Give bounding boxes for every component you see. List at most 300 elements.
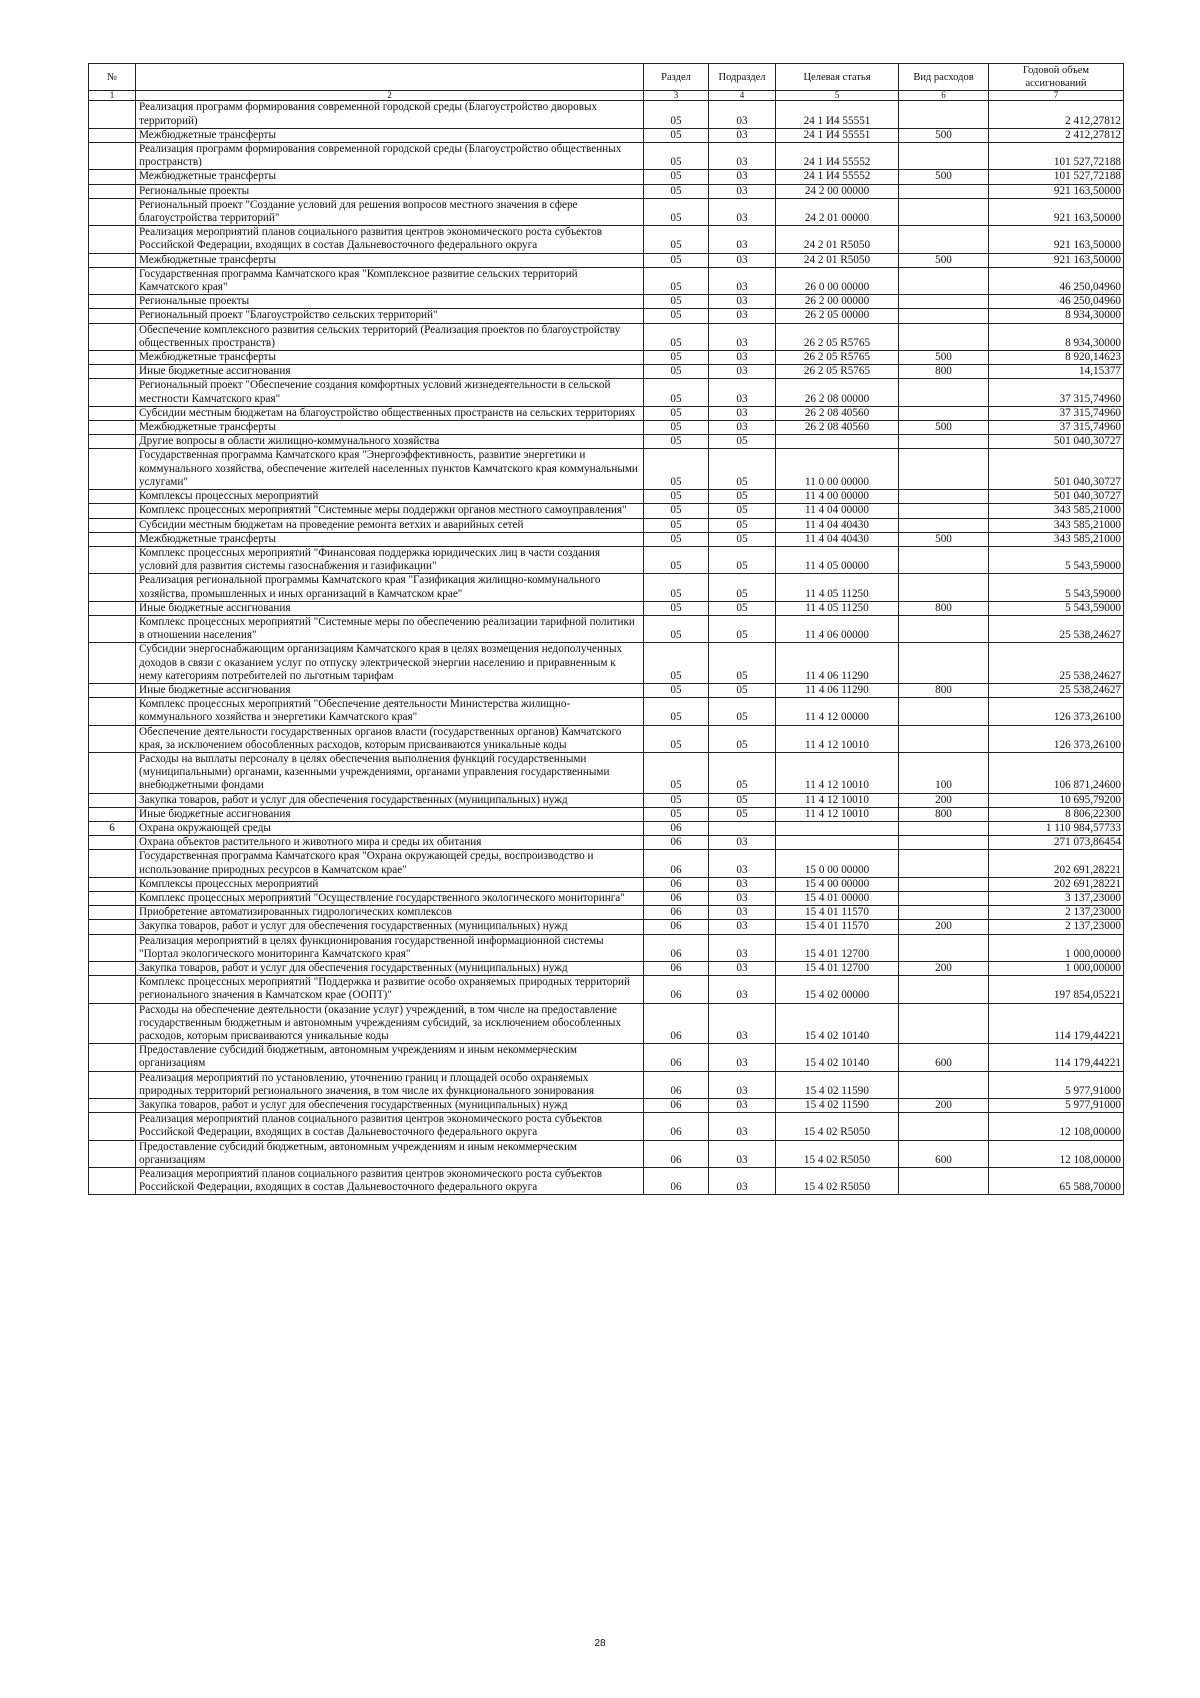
row-amount-cell: 921 163,50000 bbox=[989, 184, 1124, 198]
row-number-cell bbox=[89, 309, 136, 323]
row-amount-cell: 5 543,59000 bbox=[989, 546, 1124, 573]
row-expense-type-cell bbox=[899, 309, 989, 323]
row-razdel-cell: 06 bbox=[644, 1099, 709, 1113]
row-amount-cell: 921 163,50000 bbox=[989, 198, 1124, 225]
row-number-cell bbox=[89, 518, 136, 532]
row-name-cell: Реализация мероприятий планов социального развития центров экономического роста субъектов Российской Федерации, входящих в состав Дальневосточного федерального округа bbox=[136, 226, 644, 253]
table-row bbox=[89, 836, 1124, 850]
table-row bbox=[89, 698, 1124, 725]
row-name-cell: Реализация программ формирования современной городской среды (Благоустройство дворовых территорий) bbox=[136, 101, 644, 128]
row-podrazdel-cell: 05 bbox=[709, 574, 776, 601]
row-name-cell: Государственная программа Камчатского края "Охрана окружающей среды, воспроизводство и использование природных ресурсов в Камчатском крае" bbox=[136, 850, 644, 877]
row-number-cell bbox=[89, 1071, 136, 1098]
row-amount-cell: 126 373,26100 bbox=[989, 698, 1124, 725]
row-target-article-cell: 15 4 02 00000 bbox=[776, 976, 899, 1003]
table-row bbox=[89, 323, 1124, 350]
row-podrazdel-cell: 05 bbox=[709, 752, 776, 793]
table-row bbox=[89, 1168, 1124, 1195]
table-row bbox=[89, 435, 1124, 449]
row-number-cell bbox=[89, 962, 136, 976]
row-razdel-cell: 05 bbox=[644, 725, 709, 752]
row-number-cell bbox=[89, 421, 136, 435]
row-razdel-cell: 05 bbox=[644, 379, 709, 406]
table-row bbox=[89, 752, 1124, 793]
row-razdel-cell: 05 bbox=[644, 267, 709, 294]
table-row bbox=[89, 574, 1124, 601]
row-number-cell bbox=[89, 435, 136, 449]
row-number-cell bbox=[89, 532, 136, 546]
row-podrazdel-cell: 03 bbox=[709, 226, 776, 253]
row-expense-type-cell bbox=[899, 877, 989, 891]
table-row bbox=[89, 1113, 1124, 1140]
row-number-cell bbox=[89, 877, 136, 891]
row-podrazdel-cell: 03 bbox=[709, 934, 776, 961]
row-razdel-cell: 06 bbox=[644, 1140, 709, 1167]
row-podrazdel-cell: 03 bbox=[709, 1168, 776, 1195]
row-number-cell bbox=[89, 253, 136, 267]
row-amount-cell: 5 977,91000 bbox=[989, 1099, 1124, 1113]
row-podrazdel-cell: 05 bbox=[709, 546, 776, 573]
row-amount-cell: 343 585,21000 bbox=[989, 518, 1124, 532]
row-name-cell: Государственная программа Камчатского края "Энергоэффективность, развитие энергетики и коммунального хозяйства, обеспечение жителей населенных пунктов Камчатского края коммунальными услугами" bbox=[136, 449, 644, 490]
row-number-cell bbox=[89, 449, 136, 490]
row-amount-cell: 101 527,72188 bbox=[989, 143, 1124, 170]
row-amount-cell: 202 691,28221 bbox=[989, 850, 1124, 877]
row-podrazdel-cell: 03 bbox=[709, 406, 776, 420]
row-razdel-cell: 05 bbox=[644, 518, 709, 532]
row-razdel-cell: 06 bbox=[644, 920, 709, 934]
row-amount-cell: 114 179,44221 bbox=[989, 1003, 1124, 1044]
row-expense-type-cell bbox=[899, 226, 989, 253]
row-expense-type-cell: 200 bbox=[899, 920, 989, 934]
row-expense-type-cell: 200 bbox=[899, 793, 989, 807]
table-row bbox=[89, 504, 1124, 518]
row-razdel-cell: 05 bbox=[644, 698, 709, 725]
row-number-cell bbox=[89, 267, 136, 294]
row-target-article-cell: 15 4 02 R5050 bbox=[776, 1113, 899, 1140]
row-number-cell: 6 bbox=[89, 821, 136, 835]
column-number-1: 1 bbox=[89, 91, 136, 101]
row-name-cell: Закупка товаров, работ и услуг для обеспечения государственных (муниципальных) нужд bbox=[136, 1099, 644, 1113]
row-target-article-cell: 24 2 00 00000 bbox=[776, 184, 899, 198]
row-expense-type-cell: 500 bbox=[899, 170, 989, 184]
row-target-article-cell: 24 1 И4 55551 bbox=[776, 101, 899, 128]
column-number-6: 6 bbox=[899, 91, 989, 101]
row-expense-type-cell bbox=[899, 101, 989, 128]
row-expense-type-cell: 100 bbox=[899, 752, 989, 793]
table-row bbox=[89, 807, 1124, 821]
row-expense-type-cell bbox=[899, 643, 989, 684]
header-razdel: Раздел bbox=[644, 64, 709, 91]
row-amount-cell: 501 040,30727 bbox=[989, 490, 1124, 504]
row-expense-type-cell bbox=[899, 1071, 989, 1098]
row-expense-type-cell bbox=[899, 615, 989, 642]
row-number-cell bbox=[89, 365, 136, 379]
row-podrazdel-cell: 03 bbox=[709, 976, 776, 1003]
row-podrazdel-cell: 03 bbox=[709, 365, 776, 379]
row-amount-cell: 25 538,24627 bbox=[989, 615, 1124, 642]
row-name-cell: Региональные проекты bbox=[136, 295, 644, 309]
row-podrazdel-cell: 03 bbox=[709, 267, 776, 294]
row-razdel-cell: 05 bbox=[644, 365, 709, 379]
row-number-cell bbox=[89, 920, 136, 934]
row-podrazdel-cell: 05 bbox=[709, 683, 776, 697]
row-amount-cell: 343 585,21000 bbox=[989, 532, 1124, 546]
column-number-7: 7 bbox=[989, 91, 1124, 101]
row-razdel-cell: 05 bbox=[644, 101, 709, 128]
row-podrazdel-cell: 03 bbox=[709, 962, 776, 976]
row-razdel-cell: 05 bbox=[644, 643, 709, 684]
row-target-article-cell: 11 4 00 00000 bbox=[776, 490, 899, 504]
row-expense-type-cell: 800 bbox=[899, 365, 989, 379]
row-podrazdel-cell: 03 bbox=[709, 1044, 776, 1071]
row-podrazdel-cell: 05 bbox=[709, 725, 776, 752]
row-razdel-cell: 06 bbox=[644, 891, 709, 905]
row-podrazdel-cell: 03 bbox=[709, 836, 776, 850]
row-target-article-cell: 26 2 00 00000 bbox=[776, 295, 899, 309]
row-expense-type-cell bbox=[899, 850, 989, 877]
row-podrazdel-cell: 03 bbox=[709, 351, 776, 365]
header-name bbox=[136, 64, 644, 91]
row-expense-type-cell: 800 bbox=[899, 683, 989, 697]
row-number-cell bbox=[89, 351, 136, 365]
row-target-article-cell: 26 2 05 R5765 bbox=[776, 323, 899, 350]
row-number-cell bbox=[89, 976, 136, 1003]
row-razdel-cell: 05 bbox=[644, 128, 709, 142]
table-row bbox=[89, 490, 1124, 504]
row-target-article-cell: 11 4 05 11250 bbox=[776, 574, 899, 601]
row-target-article-cell: 11 4 12 10010 bbox=[776, 793, 899, 807]
row-number-cell bbox=[89, 601, 136, 615]
row-target-article-cell: 11 4 04 40430 bbox=[776, 532, 899, 546]
row-amount-cell: 1 000,00000 bbox=[989, 934, 1124, 961]
row-razdel-cell: 05 bbox=[644, 351, 709, 365]
row-podrazdel-cell: 03 bbox=[709, 877, 776, 891]
row-podrazdel-cell: 05 bbox=[709, 643, 776, 684]
row-target-article-cell: 26 2 08 40560 bbox=[776, 421, 899, 435]
row-amount-cell: 5 543,59000 bbox=[989, 601, 1124, 615]
row-amount-cell: 37 315,74960 bbox=[989, 421, 1124, 435]
row-amount-cell: 202 691,28221 bbox=[989, 877, 1124, 891]
row-razdel-cell: 05 bbox=[644, 421, 709, 435]
row-number-cell bbox=[89, 752, 136, 793]
row-name-cell: Региональные проекты bbox=[136, 184, 644, 198]
table-row bbox=[89, 1044, 1124, 1071]
row-expense-type-cell bbox=[899, 449, 989, 490]
row-podrazdel-cell: 05 bbox=[709, 615, 776, 642]
row-target-article-cell: 15 4 02 R5050 bbox=[776, 1140, 899, 1167]
row-amount-cell: 3 137,23000 bbox=[989, 891, 1124, 905]
row-target-article-cell bbox=[776, 435, 899, 449]
row-name-cell: Реализация мероприятий в целях функционирования государственной информационной системы "Портал экологического мониторинга Камчатского края" bbox=[136, 934, 644, 961]
row-expense-type-cell: 800 bbox=[899, 601, 989, 615]
row-number-cell bbox=[89, 143, 136, 170]
row-number-cell bbox=[89, 490, 136, 504]
row-target-article-cell: 15 0 00 00000 bbox=[776, 850, 899, 877]
row-razdel-cell: 05 bbox=[644, 198, 709, 225]
column-number-2: 2 bbox=[136, 91, 644, 101]
row-razdel-cell: 05 bbox=[644, 601, 709, 615]
row-target-article-cell: 15 4 02 11590 bbox=[776, 1099, 899, 1113]
table-row bbox=[89, 128, 1124, 142]
row-target-article-cell: 15 4 02 10140 bbox=[776, 1003, 899, 1044]
row-name-cell: Охрана объектов растительного и животного мира и среды их обитания bbox=[136, 836, 644, 850]
row-podrazdel-cell: 03 bbox=[709, 379, 776, 406]
row-name-cell: Реализация региональной программы Камчатского края "Газификация жилищно-коммунального хозяйства, промышленных и иных организаций в Камчатском крае" bbox=[136, 574, 644, 601]
table-row bbox=[89, 198, 1124, 225]
row-podrazdel-cell: 03 bbox=[709, 1140, 776, 1167]
row-expense-type-cell: 600 bbox=[899, 1044, 989, 1071]
row-name-cell: Региональный проект "Создание условий для решения вопросов местного значения в сфере благоустройства территорий" bbox=[136, 198, 644, 225]
row-name-cell: Реализация мероприятий по установлению, уточнению границ и площадей особо охраняемых природных территорий регионального значения, в том числе их функционального зонирования bbox=[136, 1071, 644, 1098]
row-number-cell bbox=[89, 1099, 136, 1113]
row-amount-cell: 197 854,05221 bbox=[989, 976, 1124, 1003]
row-target-article-cell: 26 2 05 R5765 bbox=[776, 365, 899, 379]
row-razdel-cell: 05 bbox=[644, 295, 709, 309]
row-razdel-cell: 06 bbox=[644, 934, 709, 961]
row-razdel-cell: 06 bbox=[644, 1071, 709, 1098]
row-target-article-cell: 15 4 01 11570 bbox=[776, 906, 899, 920]
row-amount-cell: 12 108,00000 bbox=[989, 1113, 1124, 1140]
row-podrazdel-cell: 03 bbox=[709, 309, 776, 323]
table-row bbox=[89, 976, 1124, 1003]
row-podrazdel-cell: 05 bbox=[709, 807, 776, 821]
table-row bbox=[89, 821, 1124, 835]
row-razdel-cell: 05 bbox=[644, 226, 709, 253]
row-razdel-cell: 06 bbox=[644, 962, 709, 976]
table-row bbox=[89, 170, 1124, 184]
row-target-article-cell: 26 2 05 00000 bbox=[776, 309, 899, 323]
table-row bbox=[89, 1099, 1124, 1113]
row-razdel-cell: 05 bbox=[644, 406, 709, 420]
row-target-article-cell: 26 2 05 R5765 bbox=[776, 351, 899, 365]
row-expense-type-cell bbox=[899, 698, 989, 725]
row-razdel-cell: 05 bbox=[644, 435, 709, 449]
row-expense-type-cell: 200 bbox=[899, 962, 989, 976]
row-name-cell: Межбюджетные трансферты bbox=[136, 128, 644, 142]
row-number-cell bbox=[89, 683, 136, 697]
header-annual-volume: Годовой объем ассигнований bbox=[989, 64, 1124, 91]
row-number-cell bbox=[89, 1113, 136, 1140]
row-razdel-cell: 05 bbox=[644, 184, 709, 198]
row-amount-cell: 5 543,59000 bbox=[989, 574, 1124, 601]
table-row bbox=[89, 1003, 1124, 1044]
row-target-article-cell: 24 2 01 R5050 bbox=[776, 253, 899, 267]
page-number: 28 bbox=[594, 1638, 606, 1649]
row-name-cell: Региональный проект "Обеспечение создания комфортных условий жизнедеятельности в сельской местности Камчатского края" bbox=[136, 379, 644, 406]
row-expense-type-cell bbox=[899, 490, 989, 504]
row-podrazdel-cell: 03 bbox=[709, 184, 776, 198]
row-razdel-cell: 05 bbox=[644, 323, 709, 350]
row-expense-type-cell bbox=[899, 1003, 989, 1044]
row-podrazdel-cell: 05 bbox=[709, 698, 776, 725]
row-number-cell bbox=[89, 184, 136, 198]
row-amount-cell: 8 934,30000 bbox=[989, 309, 1124, 323]
row-target-article-cell: 15 4 02 11590 bbox=[776, 1071, 899, 1098]
row-expense-type-cell: 500 bbox=[899, 128, 989, 142]
row-podrazdel-cell: 03 bbox=[709, 170, 776, 184]
row-amount-cell: 921 163,50000 bbox=[989, 226, 1124, 253]
row-razdel-cell: 06 bbox=[644, 836, 709, 850]
row-razdel-cell: 05 bbox=[644, 309, 709, 323]
row-number-cell bbox=[89, 698, 136, 725]
row-name-cell: Закупка товаров, работ и услуг для обеспечения государственных (муниципальных) нужд bbox=[136, 920, 644, 934]
row-amount-cell: 46 250,04960 bbox=[989, 267, 1124, 294]
row-razdel-cell: 05 bbox=[644, 807, 709, 821]
row-expense-type-cell bbox=[899, 184, 989, 198]
row-name-cell: Предоставление субсидий бюджетным, автономным учреждениям и иным некоммерческим организациям bbox=[136, 1140, 644, 1167]
row-expense-type-cell bbox=[899, 1168, 989, 1195]
row-expense-type-cell: 800 bbox=[899, 807, 989, 821]
row-target-article-cell bbox=[776, 821, 899, 835]
row-name-cell: Расходы на обеспечение деятельности (оказание услуг) учреждений, в том числе на предоставление государственным бюджетным и автономным учреждениям субсидий, за исключением обособленных расходов, которым присваиваются уникальные коды bbox=[136, 1003, 644, 1044]
row-name-cell: Предоставление субсидий бюджетным, автономным учреждениям и иным некоммерческим организациям bbox=[136, 1044, 644, 1071]
table-row bbox=[89, 615, 1124, 642]
row-expense-type-cell: 600 bbox=[899, 1140, 989, 1167]
table-row bbox=[89, 449, 1124, 490]
row-amount-cell: 501 040,30727 bbox=[989, 435, 1124, 449]
row-target-article-cell: 11 4 12 10010 bbox=[776, 725, 899, 752]
row-podrazdel-cell: 03 bbox=[709, 1003, 776, 1044]
row-number-cell bbox=[89, 198, 136, 225]
row-target-article-cell: 24 1 И4 55552 bbox=[776, 143, 899, 170]
row-expense-type-cell bbox=[899, 267, 989, 294]
row-expense-type-cell: 500 bbox=[899, 351, 989, 365]
row-expense-type-cell bbox=[899, 518, 989, 532]
row-amount-cell: 25 538,24627 bbox=[989, 643, 1124, 684]
row-amount-cell: 8 934,30000 bbox=[989, 323, 1124, 350]
row-expense-type-cell: 500 bbox=[899, 421, 989, 435]
row-amount-cell: 2 412,27812 bbox=[989, 128, 1124, 142]
row-name-cell: Реализация программ формирования современной городской среды (Благоустройство общественных пространств) bbox=[136, 143, 644, 170]
row-podrazdel-cell: 03 bbox=[709, 143, 776, 170]
row-amount-cell: 271 073,86454 bbox=[989, 836, 1124, 850]
row-target-article-cell: 11 4 04 40430 bbox=[776, 518, 899, 532]
row-razdel-cell: 06 bbox=[644, 850, 709, 877]
row-podrazdel-cell: 05 bbox=[709, 518, 776, 532]
table-row bbox=[89, 546, 1124, 573]
row-name-cell: Закупка товаров, работ и услуг для обеспечения государственных (муниципальных) нужд bbox=[136, 962, 644, 976]
row-razdel-cell: 06 bbox=[644, 821, 709, 835]
row-number-cell bbox=[89, 807, 136, 821]
row-expense-type-cell bbox=[899, 323, 989, 350]
row-name-cell: Реализация мероприятий планов социального развития центров экономического роста субъектов Российской Федерации, входящих в состав Дальневосточного федерального округа bbox=[136, 1113, 644, 1140]
row-target-article-cell: 11 4 05 00000 bbox=[776, 546, 899, 573]
row-amount-cell: 2 137,23000 bbox=[989, 920, 1124, 934]
table-row bbox=[89, 920, 1124, 934]
row-expense-type-cell bbox=[899, 976, 989, 1003]
row-number-cell bbox=[89, 504, 136, 518]
row-name-cell: Обеспечение деятельности государственных органов власти (государственных органов) Камчатского края, за исключением обособленных расходов, которым присваиваются уникальные коды bbox=[136, 725, 644, 752]
row-number-cell bbox=[89, 643, 136, 684]
row-number-cell bbox=[89, 379, 136, 406]
row-razdel-cell: 05 bbox=[644, 615, 709, 642]
row-name-cell: Комплекс процессных мероприятий "Осуществление государственного экологического мониторинга" bbox=[136, 891, 644, 905]
row-name-cell: Расходы на выплаты персоналу в целях обеспечения выполнения функций государственными (муниципальными) органами, казенными учреждениями, органами управления государственными внебюджетными фондами bbox=[136, 752, 644, 793]
column-number-5: 5 bbox=[776, 91, 899, 101]
row-podrazdel-cell: 03 bbox=[709, 1113, 776, 1140]
table-row bbox=[89, 309, 1124, 323]
row-podrazdel-cell: 03 bbox=[709, 891, 776, 905]
row-target-article-cell: 15 4 02 10140 bbox=[776, 1044, 899, 1071]
row-target-article-cell: 11 4 12 00000 bbox=[776, 698, 899, 725]
budget-table bbox=[88, 63, 1124, 1195]
row-podrazdel-cell: 05 bbox=[709, 490, 776, 504]
row-number-cell bbox=[89, 323, 136, 350]
row-number-cell bbox=[89, 226, 136, 253]
table-row bbox=[89, 253, 1124, 267]
row-podrazdel-cell: 03 bbox=[709, 323, 776, 350]
row-number-cell bbox=[89, 574, 136, 601]
row-razdel-cell: 05 bbox=[644, 574, 709, 601]
row-name-cell: Комплекс процессных мероприятий "Финансовая поддержка юридических лиц в части создания условий для развития системы газоснабжения и газификации" bbox=[136, 546, 644, 573]
row-podrazdel-cell bbox=[709, 821, 776, 835]
row-expense-type-cell bbox=[899, 1113, 989, 1140]
row-amount-cell: 65 588,70000 bbox=[989, 1168, 1124, 1195]
table-row bbox=[89, 532, 1124, 546]
row-number-cell bbox=[89, 934, 136, 961]
row-name-cell: Комплекс процессных мероприятий "Системные меры поддержки органов местного самоуправления" bbox=[136, 504, 644, 518]
header-number: № bbox=[89, 64, 136, 91]
row-razdel-cell: 05 bbox=[644, 253, 709, 267]
row-razdel-cell: 06 bbox=[644, 1113, 709, 1140]
row-expense-type-cell: 500 bbox=[899, 532, 989, 546]
row-razdel-cell: 05 bbox=[644, 170, 709, 184]
row-target-article-cell: 11 4 12 10010 bbox=[776, 807, 899, 821]
row-amount-cell: 1 110 984,57733 bbox=[989, 821, 1124, 835]
row-target-article-cell: 11 4 04 00000 bbox=[776, 504, 899, 518]
row-podrazdel-cell: 05 bbox=[709, 449, 776, 490]
row-amount-cell: 343 585,21000 bbox=[989, 504, 1124, 518]
row-expense-type-cell bbox=[899, 406, 989, 420]
table-row bbox=[89, 267, 1124, 294]
row-number-cell bbox=[89, 406, 136, 420]
row-amount-cell: 126 373,26100 bbox=[989, 725, 1124, 752]
row-podrazdel-cell: 03 bbox=[709, 101, 776, 128]
row-name-cell: Обеспечение комплексного развития сельских территорий (Реализация проектов по благоустройству общественных пространств) bbox=[136, 323, 644, 350]
table-row bbox=[89, 725, 1124, 752]
row-number-cell bbox=[89, 546, 136, 573]
row-amount-cell: 5 977,91000 bbox=[989, 1071, 1124, 1098]
row-razdel-cell: 05 bbox=[644, 683, 709, 697]
row-number-cell bbox=[89, 836, 136, 850]
row-expense-type-cell bbox=[899, 821, 989, 835]
row-amount-cell: 37 315,74960 bbox=[989, 406, 1124, 420]
row-name-cell: Реализация мероприятий планов социального развития центров экономического роста субъектов Российской Федерации, входящих в состав Дальневосточного федерального округа bbox=[136, 1168, 644, 1195]
row-target-article-cell: 24 1 И4 55552 bbox=[776, 170, 899, 184]
row-podrazdel-cell: 03 bbox=[709, 1099, 776, 1113]
row-razdel-cell: 06 bbox=[644, 1044, 709, 1071]
table-header bbox=[89, 64, 1124, 101]
table-row bbox=[89, 143, 1124, 170]
row-target-article-cell: 24 2 01 00000 bbox=[776, 198, 899, 225]
row-razdel-cell: 06 bbox=[644, 877, 709, 891]
row-razdel-cell: 05 bbox=[644, 490, 709, 504]
row-number-cell bbox=[89, 101, 136, 128]
row-amount-cell: 106 871,24600 bbox=[989, 752, 1124, 793]
row-podrazdel-cell: 05 bbox=[709, 504, 776, 518]
row-number-cell bbox=[89, 850, 136, 877]
row-target-article-cell: 15 4 01 11570 bbox=[776, 920, 899, 934]
row-name-cell: Комплексы процессных мероприятий bbox=[136, 490, 644, 504]
row-amount-cell: 37 315,74960 bbox=[989, 379, 1124, 406]
column-number-3: 3 bbox=[644, 91, 709, 101]
row-target-article-cell: 11 0 00 00000 bbox=[776, 449, 899, 490]
row-name-cell: Межбюджетные трансферты bbox=[136, 351, 644, 365]
row-number-cell bbox=[89, 615, 136, 642]
row-number-cell bbox=[89, 1168, 136, 1195]
row-number-cell bbox=[89, 891, 136, 905]
